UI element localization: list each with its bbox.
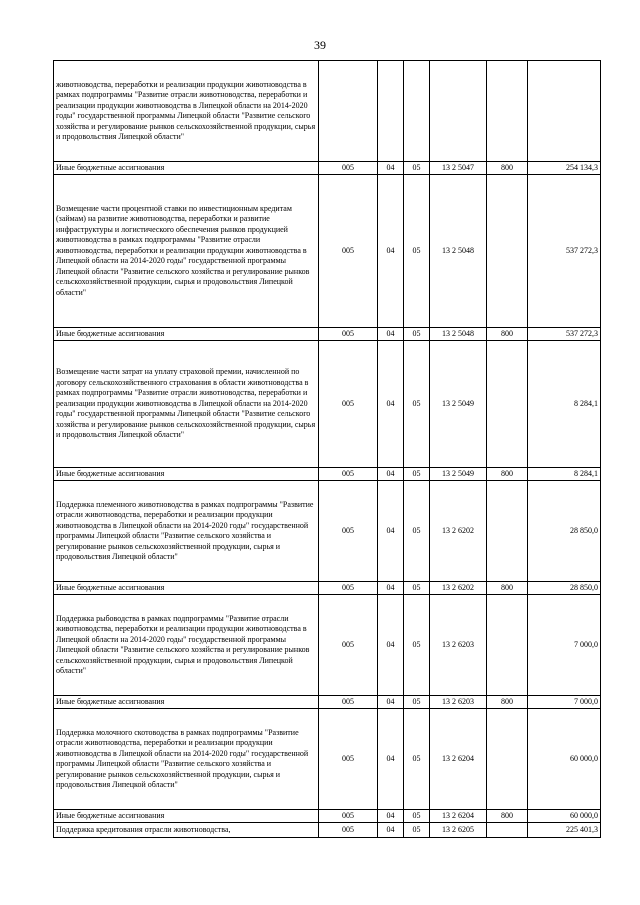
table-row [54, 175, 601, 328]
table-row [54, 481, 601, 582]
expense-type-code [487, 481, 528, 582]
section-code: 04 [378, 810, 404, 823]
subsection-code: 05 [404, 175, 430, 328]
target-article-code: 13 2 5049 [430, 341, 487, 468]
section-code: 04 [378, 481, 404, 582]
subsection-code: 05 [404, 709, 430, 810]
row-description: Возмещение части затрат на уплату страховой премии, начисленной по договору сельскохозяйственного страхования в области животноводства в рамках подпрограммы "Развитие отрасли животноводства, переработки и реализации продукции животноводства в Липецкой области на 2014-2020 годы" государственной программы Липецкой области "Развитие сельского хозяйства и регулирование рынков сельскохозяйственной продукции, сырья и продовольствия Липецкой области" [54, 341, 319, 468]
target-article-code: 13 2 5048 [430, 175, 487, 328]
row-description: Иные бюджетные ассигнования [54, 162, 319, 175]
table-row [54, 595, 601, 696]
row-description: Поддержка молочного скотоводства в рамках подпрограммы "Развитие отрасли животноводства, переработки и реализации продукции животноводства в Липецкой области на 2014-2020 годы" государственной программы Липецкой области "Развитие сельского хозяйства и регулирование рынков сельскохозяйственной продукции, сырья и продовольствия Липецкой области" [54, 709, 319, 810]
target-article-code: 13 2 6205 [430, 823, 487, 838]
expense-type-code [487, 61, 528, 162]
target-article-code: 13 2 6204 [430, 709, 487, 810]
row-description: Поддержка кредитования отрасли животноводства, [54, 823, 319, 838]
expense-type-code: 800 [487, 810, 528, 823]
section-code: 04 [378, 595, 404, 696]
subsection-code: 05 [404, 328, 430, 341]
amount: 7 000,0 [528, 595, 601, 696]
ministry-code: 005 [319, 175, 378, 328]
expense-type-code: 800 [487, 328, 528, 341]
section-code: 04 [378, 162, 404, 175]
expense-type-code [487, 709, 528, 810]
row-description: Иные бюджетные ассигнования [54, 328, 319, 341]
table-row [54, 468, 601, 481]
target-article-code: 13 2 5049 [430, 468, 487, 481]
amount: 28 850,0 [528, 481, 601, 582]
ministry-code: 005 [319, 709, 378, 810]
page-number: 39 [314, 38, 326, 52]
subsection-code [404, 61, 430, 162]
ministry-code [319, 61, 378, 162]
expense-type-code [487, 341, 528, 468]
table-row [54, 582, 601, 595]
table-row [54, 61, 601, 162]
ministry-code: 005 [319, 823, 378, 838]
subsection-code: 05 [404, 823, 430, 838]
amount: 254 134,3 [528, 162, 601, 175]
amount: 7 000,0 [528, 696, 601, 709]
subsection-code: 05 [404, 595, 430, 696]
table-row [54, 328, 601, 341]
section-code: 04 [378, 582, 404, 595]
subsection-code: 05 [404, 481, 430, 582]
amount: 60 000,0 [528, 810, 601, 823]
ministry-code: 005 [319, 328, 378, 341]
section-code: 04 [378, 709, 404, 810]
row-description: Иные бюджетные ассигнования [54, 468, 319, 481]
amount: 537 272,3 [528, 328, 601, 341]
table-body [54, 61, 601, 838]
target-article-code: 13 2 6203 [430, 696, 487, 709]
expense-type-code: 800 [487, 582, 528, 595]
table-row [54, 810, 601, 823]
amount: 60 000,0 [528, 709, 601, 810]
table-row [54, 709, 601, 810]
ministry-code: 005 [319, 582, 378, 595]
ministry-code: 005 [319, 468, 378, 481]
amount: 537 272,3 [528, 175, 601, 328]
section-code: 04 [378, 175, 404, 328]
expense-type-code [487, 175, 528, 328]
target-article-code: 13 2 5047 [430, 162, 487, 175]
target-article-code: 13 2 6202 [430, 481, 487, 582]
amount: 225 401,3 [528, 823, 601, 838]
expense-type-code: 800 [487, 468, 528, 481]
budget-table [53, 60, 601, 838]
table-row [54, 162, 601, 175]
section-code: 04 [378, 341, 404, 468]
section-code: 04 [378, 823, 404, 838]
section-code [378, 61, 404, 162]
row-description: Иные бюджетные ассигнования [54, 810, 319, 823]
row-description: Возмещение части процентной ставки по инвестиционным кредитам (займам) на развитие животноводства, переработки и развитие инфраструктуры и логистического обеспечения рынков продукцией животноводства в рамках подпрограммы "Развитие отрасли животноводства, переработки и реализации продукции животноводства в Липецкой области на 2014-2020 годы" государственной программы Липецкой области "Развитие сельского хозяйства и регулирование рынков сельскохозяйственной продукции, сырья и продовольствия Липецкой области" [54, 175, 319, 328]
subsection-code: 05 [404, 696, 430, 709]
expense-type-code [487, 595, 528, 696]
ministry-code: 005 [319, 810, 378, 823]
target-article-code: 13 2 6204 [430, 810, 487, 823]
section-code: 04 [378, 468, 404, 481]
subsection-code: 05 [404, 468, 430, 481]
subsection-code: 05 [404, 582, 430, 595]
target-article-code: 13 2 5048 [430, 328, 487, 341]
row-description: Иные бюджетные ассигнования [54, 696, 319, 709]
ministry-code: 005 [319, 341, 378, 468]
section-code: 04 [378, 696, 404, 709]
table-row [54, 823, 601, 838]
row-description: животноводства, переработки и реализации продукции животноводства в рамках подпрограммы "Развитие отрасли животноводства, переработки и реализации продукции животноводства в Липецкой области на 2014-2020 годы" государственной программы Липецкой области "Развитие сельского хозяйства и регулирование рынков сельскохозяйственной продукции, сырья и продовольствия Липецкой области" [54, 61, 319, 162]
expense-type-code: 800 [487, 162, 528, 175]
amount: 8 284,1 [528, 341, 601, 468]
amount [528, 61, 601, 162]
subsection-code: 05 [404, 341, 430, 468]
row-description: Иные бюджетные ассигнования [54, 582, 319, 595]
row-description: Поддержка рыбоводства в рамках подпрограммы "Развитие отрасли животноводства, переработки и реализации продукции животноводства в Липецкой области на 2014-2020 годы" государственной программы Липецкой области "Развитие сельского хозяйства и регулирование рынков сельскохозяйственной продукции, сырья и продовольствия Липецкой области" [54, 595, 319, 696]
target-article-code: 13 2 6203 [430, 595, 487, 696]
amount: 8 284,1 [528, 468, 601, 481]
expense-type-code [487, 823, 528, 838]
section-code: 04 [378, 328, 404, 341]
ministry-code: 005 [319, 162, 378, 175]
subsection-code: 05 [404, 810, 430, 823]
amount: 28 850,0 [528, 582, 601, 595]
ministry-code: 005 [319, 481, 378, 582]
subsection-code: 05 [404, 162, 430, 175]
ministry-code: 005 [319, 696, 378, 709]
ministry-code: 005 [319, 595, 378, 696]
table-row [54, 341, 601, 468]
target-article-code [430, 61, 487, 162]
table-row [54, 696, 601, 709]
expense-type-code: 800 [487, 696, 528, 709]
row-description: Поддержка племенного животноводства в рамках подпрограммы "Развитие отрасли животноводства, переработки и реализации продукции животноводства в Липецкой области на 2014-2020 годы" государственной программы Липецкой области "Развитие сельского хозяйства и регулирование рынков сельскохозяйственной продукции, сырья и продовольствия Липецкой области" [54, 481, 319, 582]
target-article-code: 13 2 6202 [430, 582, 487, 595]
